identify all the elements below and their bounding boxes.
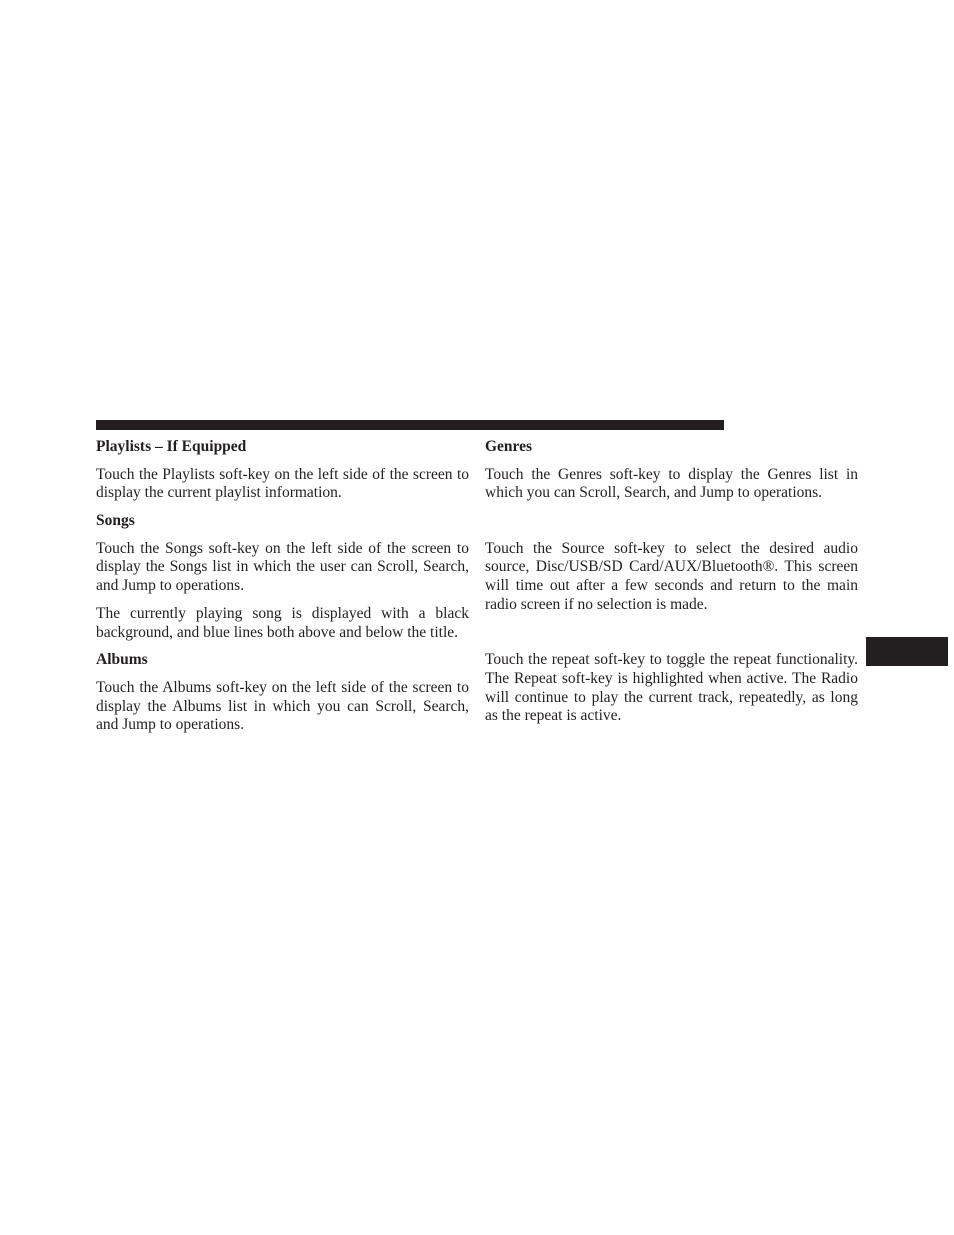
songs-text-2: The currently playing song is displayed with a black background, and blue lines both above and below the title. [96, 604, 469, 641]
source-heading-space [485, 512, 858, 531]
chapter-tab [866, 637, 948, 666]
playlists-text: Touch the Playlists soft-key on the left side of the screen to display the current playlist information. [96, 465, 469, 502]
source-text: Touch the Source soft-key to select the desired audio source, Disc/USB/SD Card/AUX/Bluetooth®. This screen will time out after a few seconds and return to the main radio screen if no selection is made. [485, 539, 858, 613]
playlists-heading: Playlists – If Equipped [96, 438, 247, 455]
repeat-text: Touch the repeat soft-key to toggle the repeat functionality. The Repeat soft-key is highlighted when active. The Radio will continue to play the current track, repeatedly, as long as the repeat is active. [485, 651, 858, 725]
genres-heading: Genres [485, 438, 533, 455]
albums-heading: Albums [96, 651, 148, 669]
right-column [485, 438, 858, 735]
genres-text: Touch the Genres soft-key to display the Genres list in which you can Scroll, Search, and Jump to operations. [485, 465, 858, 502]
albums-text: Touch the Albums soft-key on the left side of the screen to display the Albums list in which you can Scroll, Search, and Jump to operations. [96, 678, 469, 734]
header-rule [96, 420, 724, 430]
songs-heading: Songs [96, 512, 135, 530]
left-column [96, 438, 469, 744]
repeat-heading-space [485, 624, 858, 643]
songs-text: Touch the Songs soft-key on the left side of the screen to display the Songs list in which the user can Scroll, Search, and Jump to operations. [96, 539, 469, 595]
